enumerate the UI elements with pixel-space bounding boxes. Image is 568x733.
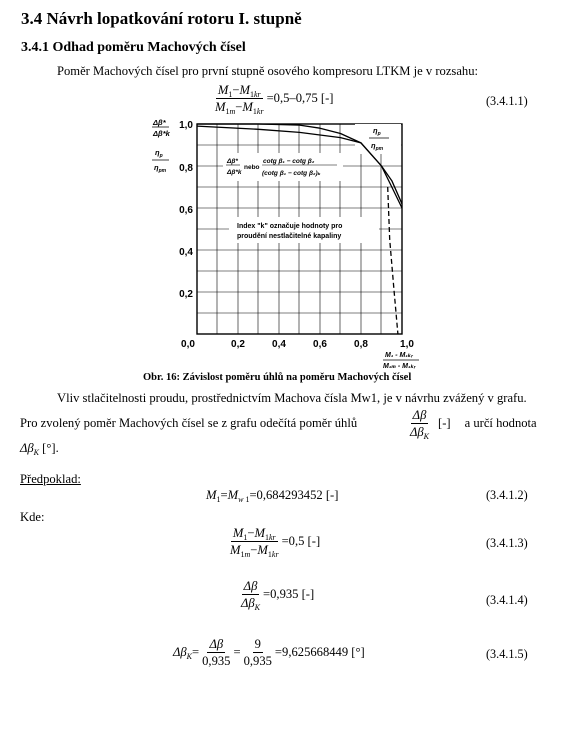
equation-3-4-1-5: $\Delta\beta_K=$ $\frac{\Delta\beta}{0,935}$ = $\frac{9}{0,935}$ =9,625668449 [°] (173, 637, 365, 669)
efficiency-drop-dashed-curve (388, 187, 398, 334)
svg-text:M₁ - M₁ₖᵣ: M₁ - M₁ₖᵣ (385, 352, 414, 359)
section-title: 3.4 Návrh lopatkování rotoru I. stupně (21, 9, 302, 28)
figure-caption: Obr. 16: Závislost poměru úhlů na poměru Machových čísel (143, 372, 412, 383)
equation-rhs: =9,625668449 [°] (274, 645, 365, 660)
equation-3-4-1-1 (212, 83, 333, 115)
y-tick-label: 0,6 (179, 205, 193, 216)
svg-text:ηpm: $\eta_{pm}$ (371, 141, 384, 152)
fraction-denominator: 0,935 (202, 654, 231, 669)
fraction-2 (242, 637, 274, 669)
y-tick-label: 0,4 (179, 247, 193, 258)
fraction-denominator: $\Delta\beta_K$ (410, 425, 430, 442)
x-tick-labels (181, 339, 414, 350)
unit-bracket: [-] (438, 416, 451, 431)
svg-text:cotg β₁ − cotg β₂: cotg β₁ − cotg β₂ (263, 158, 315, 165)
equation-number: (3.4.1.3) (486, 536, 528, 550)
x-tick-label: 0,2 (231, 339, 245, 350)
figure-chart (145, 115, 425, 370)
subsection-title: 3.4.1 Odhad poměru Machových čísel (21, 40, 246, 55)
svg-text:M₁ₘ - M₁ₖᵣ: M₁ₘ - M₁ₖᵣ (383, 363, 416, 370)
predpoklad-heading: Předpoklad: (20, 472, 81, 486)
fraction-numerator: Δβ (207, 637, 225, 653)
x-axis-label (383, 352, 419, 370)
angle-ratio-fraction (408, 408, 431, 440)
x-tick-label: 0,4 (272, 339, 286, 350)
fraction-1 (200, 637, 232, 669)
equation-rhs: =0,935 [-] (263, 587, 315, 602)
fraction-numerator: $M_1-M_{1kr}$ (217, 83, 261, 99)
fraction-numerator: $M_1-M_{1kr}$ (232, 526, 276, 542)
equation-3-4-1-3 (227, 526, 320, 558)
fraction-numerator: Δβ (411, 408, 429, 424)
y-tick-label: 0,8 (179, 163, 193, 174)
svg-text:Δβ*k: Δβ*k (153, 129, 170, 138)
equation-number: (3.4.1.1) (486, 94, 528, 108)
x-tick-label: 1,0 (400, 339, 414, 350)
svg-text:nebo: nebo (244, 164, 260, 171)
mach-ratio-fraction (213, 83, 266, 115)
x-tick-label: 0,8 (354, 339, 368, 350)
equation-3-4-1-4 (238, 579, 314, 611)
svg-text:ηp: $\eta_p$ (373, 126, 381, 137)
kde-label: Kde: (20, 510, 45, 524)
equation-number: (3.4.1.2) (486, 488, 528, 502)
x-tick-label: 0,0 (181, 339, 195, 350)
mach-ratio-fraction (228, 526, 281, 558)
y-tick-labels (179, 120, 193, 300)
fraction-denominator: $M_{1m}-M_{1kr}$ (230, 543, 279, 560)
equation-3-4-1-2: $M_1=M_{w 1}=0,684293452$ [-] (206, 488, 339, 504)
inline-angle-ratio (407, 408, 537, 440)
intro-paragraph: Poměr Machových čísel pro první stupně osového kompresoru LTKM je v rozsahu: (57, 64, 478, 78)
fraction-denominator: 0,935 (243, 654, 272, 669)
note-line-2: proudění nestlačitelné kapaliny (237, 233, 342, 240)
svg-text:Δβ*k: Δβ*k (227, 169, 242, 176)
equation-number: (3.4.1.5) (486, 647, 528, 661)
angle-ratio-fraction (239, 579, 262, 611)
x-tick-label: 0,6 (313, 339, 327, 350)
body-paragraph-1: Vliv stlačitelnosti proudu, prostřednictvím Machova čísla Mw1, je v návrhu zvážený v grafu. (57, 391, 527, 405)
svg-text:ηp: $\eta_p$ (155, 148, 163, 159)
note-line-1: Index "k" označuje hodnoty pro (237, 223, 343, 230)
svg-text:ηpm: $\eta_{pm}$ (154, 163, 167, 174)
body-paragraph-3: $\Delta\beta_K$ [°]. (20, 441, 59, 457)
fraction-denominator: $\Delta\beta_K$ (241, 596, 261, 613)
equation-rhs: =0,5–0,75 [-] (266, 91, 334, 106)
svg-text:Δβ*: Δβ* (227, 158, 238, 165)
fraction-denominator: $M_{1m}-M_{1kr}$ (215, 100, 264, 117)
equation-number: (3.4.1.4) (486, 593, 528, 607)
body-paragraph-2-end: a určí hodnota (464, 416, 537, 431)
fraction-numerator: Δβ (242, 579, 260, 595)
equation-rhs: =0,5 [-] (281, 534, 321, 549)
y-tick-label: 0,2 (179, 289, 193, 300)
y-tick-label: 1,0 (179, 120, 193, 131)
fraction-numerator: 9 (253, 637, 263, 653)
y-axis-label-group (152, 118, 171, 174)
svg-text:Δβ*: Δβ* (153, 118, 166, 127)
body-paragraph-2: Pro zvolený poměr Machových čísel se z grafu odečítá poměr úhlů (20, 416, 358, 430)
svg-text:(cotg β₁ − cotg β₂)ₖ: (cotg β₁ − cotg β₂)ₖ (262, 170, 321, 177)
